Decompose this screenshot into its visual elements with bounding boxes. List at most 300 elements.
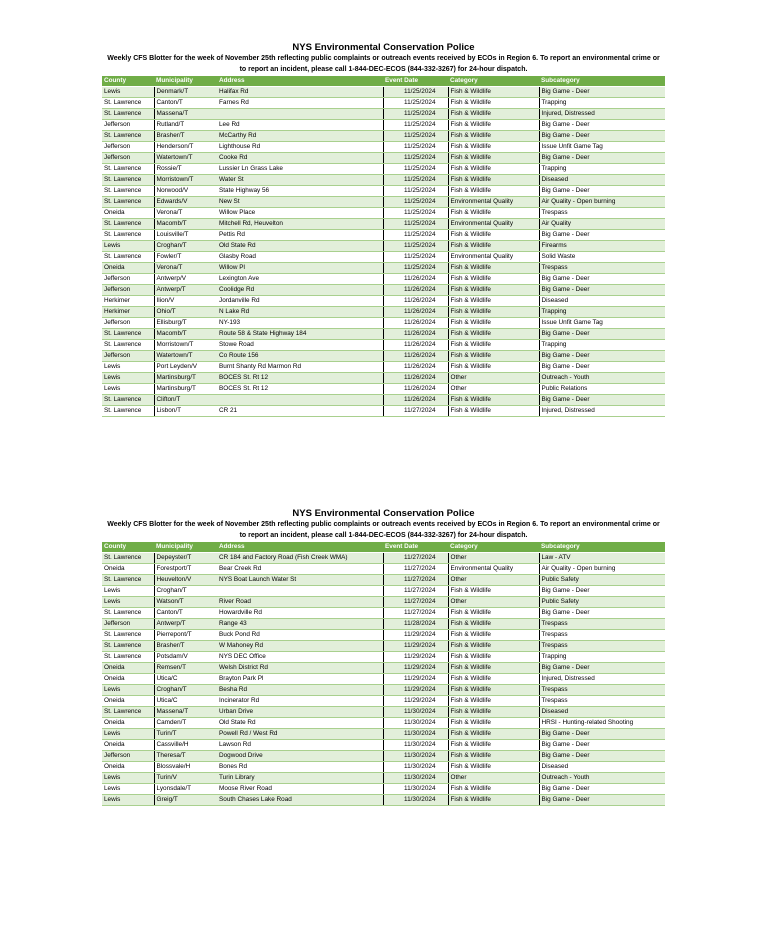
category-cell: Fish & Wildlife bbox=[448, 685, 539, 696]
municipality-cell: Morristown/T bbox=[154, 340, 217, 351]
address-cell: CR 21 bbox=[217, 406, 383, 417]
county-cell: St. Lawrence bbox=[102, 707, 154, 718]
column-header-county: County bbox=[102, 542, 154, 553]
table-row bbox=[102, 219, 665, 230]
address-cell: Moose River Road bbox=[217, 784, 383, 795]
table-row bbox=[102, 696, 665, 707]
table-row bbox=[102, 274, 665, 285]
county-cell: St. Lawrence bbox=[102, 219, 154, 230]
subcategory-cell: Big Game - Deer bbox=[539, 784, 665, 795]
municipality-cell: Croghan/T bbox=[154, 241, 217, 252]
municipality-cell: Denmark/T bbox=[154, 87, 217, 98]
municipality-cell: Ellisburg/T bbox=[154, 318, 217, 329]
table-row bbox=[102, 373, 665, 384]
county-cell: Oneida bbox=[102, 564, 154, 575]
column-header-municipality: Municipality bbox=[154, 542, 217, 553]
address-cell: BOCES St. Rt 12 bbox=[217, 384, 383, 395]
county-cell: Oneida bbox=[102, 263, 154, 274]
event-date-cell: 11/26/2024 bbox=[383, 285, 448, 296]
address-cell: Willow Pl bbox=[217, 263, 383, 274]
category-cell: Environmental Quality bbox=[448, 564, 539, 575]
category-cell: Fish & Wildlife bbox=[448, 663, 539, 674]
table-row bbox=[102, 230, 665, 241]
address-cell: N Lake Rd bbox=[217, 307, 383, 318]
table-row bbox=[102, 597, 665, 608]
category-cell: Fish & Wildlife bbox=[448, 241, 539, 252]
category-cell: Fish & Wildlife bbox=[448, 795, 539, 806]
event-date-cell: 11/25/2024 bbox=[383, 252, 448, 263]
event-date-cell: 11/26/2024 bbox=[383, 318, 448, 329]
subcategory-cell: Big Game - Deer bbox=[539, 274, 665, 285]
table-row bbox=[102, 109, 665, 120]
category-cell: Fish & Wildlife bbox=[448, 696, 539, 707]
subcategory-cell: Trespass bbox=[539, 685, 665, 696]
county-cell: Jefferson bbox=[102, 153, 154, 164]
subcategory-cell: Big Game - Deer bbox=[539, 729, 665, 740]
subcategory-cell: Big Game - Deer bbox=[539, 131, 665, 142]
municipality-cell: Cassville/H bbox=[154, 740, 217, 751]
event-date-cell: 11/25/2024 bbox=[383, 164, 448, 175]
table-row bbox=[102, 208, 665, 219]
page-subtitle: Weekly CFS Blotter for the week of November 25th reflecting public complaints or outreach events received by ECOs in Region 6. To report an environmental crime or to report an incident, please call 1-844-DEC-ECOS (844-332-3267) for 24-hour dispatch. bbox=[107, 55, 660, 73]
table-row bbox=[102, 340, 665, 351]
category-cell: Fish & Wildlife bbox=[448, 87, 539, 98]
table-row bbox=[102, 630, 665, 641]
county-cell: St. Lawrence bbox=[102, 197, 154, 208]
category-cell: Fish & Wildlife bbox=[448, 153, 539, 164]
table-row bbox=[102, 707, 665, 718]
municipality-cell: Greig/T bbox=[154, 795, 217, 806]
address-cell: Turin Library bbox=[217, 773, 383, 784]
category-cell: Fish & Wildlife bbox=[448, 263, 539, 274]
event-date-cell: 11/26/2024 bbox=[383, 307, 448, 318]
event-date-cell: 11/29/2024 bbox=[383, 685, 448, 696]
address-cell: W Mahoney Rd bbox=[217, 641, 383, 652]
subcategory-cell: Big Game - Deer bbox=[539, 751, 665, 762]
municipality-cell: Remsen/T bbox=[154, 663, 217, 674]
subcategory-cell: Trapping bbox=[539, 340, 665, 351]
category-cell: Fish & Wildlife bbox=[448, 619, 539, 630]
municipality-cell: Massena/T bbox=[154, 707, 217, 718]
subcategory-cell: Injured, Distressed bbox=[539, 406, 665, 417]
event-date-cell: 11/29/2024 bbox=[383, 696, 448, 707]
table-header-row bbox=[102, 542, 665, 553]
blotter-section-2 bbox=[102, 508, 665, 806]
event-date-cell: 11/30/2024 bbox=[383, 707, 448, 718]
municipality-cell: Watson/T bbox=[154, 597, 217, 608]
category-cell: Environmental Quality bbox=[448, 219, 539, 230]
event-date-cell: 11/27/2024 bbox=[383, 553, 448, 564]
event-date-cell: 11/30/2024 bbox=[383, 784, 448, 795]
subcategory-cell: Air Quality bbox=[539, 219, 665, 230]
subcategory-cell: Big Game - Deer bbox=[539, 230, 665, 241]
subcategory-cell: Big Game - Deer bbox=[539, 362, 665, 373]
table-row bbox=[102, 351, 665, 362]
county-cell: St. Lawrence bbox=[102, 641, 154, 652]
address-cell: McCarthy Rd bbox=[217, 131, 383, 142]
address-cell: Incinerator Rd bbox=[217, 696, 383, 707]
subcategory-cell: Firearms bbox=[539, 241, 665, 252]
page-title: NYS Environmental Conservation Police bbox=[292, 508, 475, 519]
subcategory-cell: Trespass bbox=[539, 208, 665, 219]
address-cell: Jordanville Rd bbox=[217, 296, 383, 307]
event-date-cell: 11/29/2024 bbox=[383, 663, 448, 674]
table-row bbox=[102, 740, 665, 751]
category-cell: Fish & Wildlife bbox=[448, 296, 539, 307]
municipality-cell: Verona/T bbox=[154, 208, 217, 219]
county-cell: Oneida bbox=[102, 718, 154, 729]
address-cell: Buck Pond Rd bbox=[217, 630, 383, 641]
county-cell: Herkimer bbox=[102, 296, 154, 307]
county-cell: Oneida bbox=[102, 208, 154, 219]
address-cell: NYS Boat Launch Water St bbox=[217, 575, 383, 586]
event-date-cell: 11/25/2024 bbox=[383, 109, 448, 120]
subcategory-cell: Big Game - Deer bbox=[539, 87, 665, 98]
address-cell: Old State Rd bbox=[217, 241, 383, 252]
address-cell: Farnes Rd bbox=[217, 98, 383, 109]
table-row bbox=[102, 318, 665, 329]
blotter-table-1 bbox=[102, 76, 665, 417]
category-cell: Fish & Wildlife bbox=[448, 630, 539, 641]
county-cell: St. Lawrence bbox=[102, 652, 154, 663]
table-row bbox=[102, 252, 665, 263]
county-cell: St. Lawrence bbox=[102, 164, 154, 175]
subcategory-cell: Injured, Distressed bbox=[539, 674, 665, 685]
event-date-cell: 11/25/2024 bbox=[383, 153, 448, 164]
table-row bbox=[102, 564, 665, 575]
table-row bbox=[102, 384, 665, 395]
municipality-cell: Verona/T bbox=[154, 263, 217, 274]
category-cell: Fish & Wildlife bbox=[448, 362, 539, 373]
county-cell: Jefferson bbox=[102, 142, 154, 153]
county-cell: Oneida bbox=[102, 740, 154, 751]
category-cell: Fish & Wildlife bbox=[448, 641, 539, 652]
event-date-cell: 11/30/2024 bbox=[383, 773, 448, 784]
event-date-cell: 11/27/2024 bbox=[383, 597, 448, 608]
address-cell: Lexington Ave bbox=[217, 274, 383, 285]
county-cell: St. Lawrence bbox=[102, 575, 154, 586]
table-row bbox=[102, 553, 665, 564]
subcategory-cell: Big Game - Deer bbox=[539, 153, 665, 164]
category-cell: Fish & Wildlife bbox=[448, 230, 539, 241]
municipality-cell: Pierrepont/T bbox=[154, 630, 217, 641]
event-date-cell: 11/29/2024 bbox=[383, 674, 448, 685]
county-cell: Oneida bbox=[102, 762, 154, 773]
subcategory-cell: Outreach - Youth bbox=[539, 773, 665, 784]
address-cell: Stowe Road bbox=[217, 340, 383, 351]
event-date-cell: 11/28/2024 bbox=[383, 619, 448, 630]
event-date-cell: 11/25/2024 bbox=[383, 120, 448, 131]
subcategory-cell: Public Relations bbox=[539, 384, 665, 395]
municipality-cell: Blossvale/H bbox=[154, 762, 217, 773]
category-cell: Fish & Wildlife bbox=[448, 406, 539, 417]
address-cell: Glasby Road bbox=[217, 252, 383, 263]
address-cell: Lussier Ln Grass Lake bbox=[217, 164, 383, 175]
table-row bbox=[102, 329, 665, 340]
address-cell: Besha Rd bbox=[217, 685, 383, 696]
category-cell: Fish & Wildlife bbox=[448, 329, 539, 340]
table-row bbox=[102, 685, 665, 696]
municipality-cell: Norwood/V bbox=[154, 186, 217, 197]
county-cell: St. Lawrence bbox=[102, 608, 154, 619]
event-date-cell: 11/27/2024 bbox=[383, 586, 448, 597]
event-date-cell: 11/26/2024 bbox=[383, 296, 448, 307]
county-cell: Lewis bbox=[102, 773, 154, 784]
event-date-cell: 11/25/2024 bbox=[383, 219, 448, 230]
blotter-table-2 bbox=[102, 542, 665, 806]
subcategory-cell: Diseased bbox=[539, 707, 665, 718]
event-date-cell: 11/30/2024 bbox=[383, 762, 448, 773]
table-row bbox=[102, 608, 665, 619]
address-cell: Old State Rd bbox=[217, 718, 383, 729]
table-row bbox=[102, 575, 665, 586]
table-row bbox=[102, 762, 665, 773]
event-date-cell: 11/26/2024 bbox=[383, 340, 448, 351]
subcategory-cell: Trapping bbox=[539, 164, 665, 175]
column-header-county: County bbox=[102, 76, 154, 87]
county-cell: Jefferson bbox=[102, 351, 154, 362]
municipality-cell: Martinsburg/T bbox=[154, 384, 217, 395]
municipality-cell: Henderson/T bbox=[154, 142, 217, 153]
county-cell: St. Lawrence bbox=[102, 340, 154, 351]
municipality-cell: Fowler/T bbox=[154, 252, 217, 263]
municipality-cell: Utica/C bbox=[154, 696, 217, 707]
table-row bbox=[102, 395, 665, 406]
subcategory-cell: Trapping bbox=[539, 98, 665, 109]
address-cell: Lee Rd bbox=[217, 120, 383, 131]
municipality-cell: Martinsburg/T bbox=[154, 373, 217, 384]
table-row bbox=[102, 98, 665, 109]
table-row bbox=[102, 362, 665, 373]
category-cell: Fish & Wildlife bbox=[448, 729, 539, 740]
event-date-cell: 11/26/2024 bbox=[383, 384, 448, 395]
county-cell: Herkimer bbox=[102, 307, 154, 318]
category-cell: Fish & Wildlife bbox=[448, 586, 539, 597]
county-cell: St. Lawrence bbox=[102, 186, 154, 197]
page-subtitle: Weekly CFS Blotter for the week of November 25th reflecting public complaints or outreach events received by ECOs in Region 6. To report an environmental crime or to report an incident, please call 1-844-DEC-ECOS (844-332-3267) for 24-hour dispatch. bbox=[107, 521, 660, 539]
county-cell: Jefferson bbox=[102, 751, 154, 762]
table-row bbox=[102, 285, 665, 296]
address-cell: Bones Rd bbox=[217, 762, 383, 773]
county-cell: St. Lawrence bbox=[102, 252, 154, 263]
event-date-cell: 11/25/2024 bbox=[383, 241, 448, 252]
table-row bbox=[102, 751, 665, 762]
address-cell: Urban Drive bbox=[217, 707, 383, 718]
table-row bbox=[102, 153, 665, 164]
event-date-cell: 11/30/2024 bbox=[383, 740, 448, 751]
county-cell: Lewis bbox=[102, 784, 154, 795]
column-header-subcategory: Subcategory bbox=[539, 542, 665, 553]
subcategory-cell: Trespass bbox=[539, 641, 665, 652]
event-date-cell: 11/26/2024 bbox=[383, 373, 448, 384]
table-row bbox=[102, 795, 665, 806]
table-row bbox=[102, 175, 665, 186]
address-cell: Willow Place bbox=[217, 208, 383, 219]
municipality-cell: Antwerp/V bbox=[154, 274, 217, 285]
address-cell: Pettis Rd bbox=[217, 230, 383, 241]
event-date-cell: 11/25/2024 bbox=[383, 208, 448, 219]
subcategory-cell: Trespass bbox=[539, 263, 665, 274]
municipality-cell: Morristown/T bbox=[154, 175, 217, 186]
category-cell: Other bbox=[448, 773, 539, 784]
address-cell: State Highway 56 bbox=[217, 186, 383, 197]
county-cell: St. Lawrence bbox=[102, 109, 154, 120]
county-cell: Oneida bbox=[102, 663, 154, 674]
county-cell: Lewis bbox=[102, 362, 154, 373]
county-cell: Lewis bbox=[102, 384, 154, 395]
category-cell: Fish & Wildlife bbox=[448, 109, 539, 120]
subcategory-cell: Big Game - Deer bbox=[539, 586, 665, 597]
event-date-cell: 11/25/2024 bbox=[383, 131, 448, 142]
subcategory-cell: Big Game - Deer bbox=[539, 395, 665, 406]
county-cell: St. Lawrence bbox=[102, 553, 154, 564]
municipality-cell: Port Leyden/V bbox=[154, 362, 217, 373]
subcategory-cell: Diseased bbox=[539, 762, 665, 773]
event-date-cell: 11/27/2024 bbox=[383, 575, 448, 586]
category-cell: Fish & Wildlife bbox=[448, 142, 539, 153]
event-date-cell: 11/27/2024 bbox=[383, 564, 448, 575]
address-cell: Water St bbox=[217, 175, 383, 186]
category-cell: Other bbox=[448, 597, 539, 608]
county-cell: Oneida bbox=[102, 696, 154, 707]
subcategory-cell: Big Game - Deer bbox=[539, 795, 665, 806]
subcategory-cell: Public Safety bbox=[539, 575, 665, 586]
column-header-event-date: Event Date bbox=[383, 76, 448, 87]
address-cell: Lawson Rd bbox=[217, 740, 383, 751]
address-cell: NY-193 bbox=[217, 318, 383, 329]
event-date-cell: 11/30/2024 bbox=[383, 751, 448, 762]
subcategory-cell: Diseased bbox=[539, 296, 665, 307]
subcategory-cell: Big Game - Deer bbox=[539, 329, 665, 340]
table-body-2 bbox=[102, 553, 665, 806]
subcategory-cell: Trapping bbox=[539, 652, 665, 663]
address-cell: Welsh District Rd bbox=[217, 663, 383, 674]
event-date-cell: 11/29/2024 bbox=[383, 630, 448, 641]
county-cell: Lewis bbox=[102, 586, 154, 597]
county-cell: St. Lawrence bbox=[102, 630, 154, 641]
table-row bbox=[102, 406, 665, 417]
address-cell: Halifax Rd bbox=[217, 87, 383, 98]
county-cell: Jefferson bbox=[102, 285, 154, 296]
municipality-cell: Macomb/T bbox=[154, 329, 217, 340]
county-cell: Jefferson bbox=[102, 274, 154, 285]
county-cell: St. Lawrence bbox=[102, 329, 154, 340]
subcategory-cell: Issue Unfit Game Tag bbox=[539, 142, 665, 153]
municipality-cell: Antwerp/T bbox=[154, 619, 217, 630]
page-title: NYS Environmental Conservation Police bbox=[292, 42, 475, 53]
address-cell bbox=[217, 109, 383, 120]
category-cell: Other bbox=[448, 553, 539, 564]
category-cell: Fish & Wildlife bbox=[448, 707, 539, 718]
category-cell: Other bbox=[448, 384, 539, 395]
category-cell: Fish & Wildlife bbox=[448, 120, 539, 131]
category-cell: Fish & Wildlife bbox=[448, 186, 539, 197]
event-date-cell: 11/26/2024 bbox=[383, 395, 448, 406]
municipality-cell: Brasher/T bbox=[154, 131, 217, 142]
category-cell: Other bbox=[448, 575, 539, 586]
event-date-cell: 11/26/2024 bbox=[383, 274, 448, 285]
table-row bbox=[102, 87, 665, 98]
address-cell: Powell Rd / West Rd bbox=[217, 729, 383, 740]
address-cell: River Road bbox=[217, 597, 383, 608]
category-cell: Fish & Wildlife bbox=[448, 131, 539, 142]
category-cell: Fish & Wildlife bbox=[448, 274, 539, 285]
category-cell: Fish & Wildlife bbox=[448, 784, 539, 795]
category-cell: Fish & Wildlife bbox=[448, 208, 539, 219]
county-cell: Jefferson bbox=[102, 619, 154, 630]
event-date-cell: 11/29/2024 bbox=[383, 652, 448, 663]
table-row bbox=[102, 586, 665, 597]
address-cell: Route 58 & State Highway 184 bbox=[217, 329, 383, 340]
table-row bbox=[102, 307, 665, 318]
table-row bbox=[102, 296, 665, 307]
municipality-cell: Louisville/T bbox=[154, 230, 217, 241]
address-cell: Coolidge Rd bbox=[217, 285, 383, 296]
county-cell: St. Lawrence bbox=[102, 406, 154, 417]
address-cell: Lighthouse Rd bbox=[217, 142, 383, 153]
event-date-cell: 11/25/2024 bbox=[383, 197, 448, 208]
county-cell: St. Lawrence bbox=[102, 131, 154, 142]
event-date-cell: 11/25/2024 bbox=[383, 87, 448, 98]
county-cell: St. Lawrence bbox=[102, 230, 154, 241]
column-header-subcategory: Subcategory bbox=[539, 76, 665, 87]
county-cell: Oneida bbox=[102, 674, 154, 685]
municipality-cell: Edwards/V bbox=[154, 197, 217, 208]
subcategory-cell: Outreach - Youth bbox=[539, 373, 665, 384]
subcategory-cell: Big Game - Deer bbox=[539, 740, 665, 751]
address-cell bbox=[217, 395, 383, 406]
address-cell: New St bbox=[217, 197, 383, 208]
address-cell: Howardville Rd bbox=[217, 608, 383, 619]
municipality-cell: Lisbon/T bbox=[154, 406, 217, 417]
table-row bbox=[102, 773, 665, 784]
municipality-cell: Macomb/T bbox=[154, 219, 217, 230]
column-header-category: Category bbox=[448, 542, 539, 553]
municipality-cell: Canton/T bbox=[154, 608, 217, 619]
address-cell: BOCES St. Rt 12 bbox=[217, 373, 383, 384]
table-row bbox=[102, 619, 665, 630]
address-cell: Dogwood Drive bbox=[217, 751, 383, 762]
event-date-cell: 11/30/2024 bbox=[383, 718, 448, 729]
subcategory-cell: HRSI - Hunting-related Shooting bbox=[539, 718, 665, 729]
address-cell: NYS DEC Office bbox=[217, 652, 383, 663]
event-date-cell: 11/30/2024 bbox=[383, 729, 448, 740]
county-cell: Jefferson bbox=[102, 120, 154, 131]
address-cell: CR 184 and Factory Road (Fish Creek WMA) bbox=[217, 553, 383, 564]
category-cell: Fish & Wildlife bbox=[448, 751, 539, 762]
event-date-cell: 11/27/2024 bbox=[383, 406, 448, 417]
address-cell: Brayton Park Pl bbox=[217, 674, 383, 685]
county-cell: Jefferson bbox=[102, 318, 154, 329]
subcategory-cell: Big Game - Deer bbox=[539, 608, 665, 619]
event-date-cell: 11/26/2024 bbox=[383, 329, 448, 340]
subcategory-cell: Big Game - Deer bbox=[539, 120, 665, 131]
subcategory-cell: Big Game - Deer bbox=[539, 663, 665, 674]
municipality-cell: Watertown/T bbox=[154, 153, 217, 164]
subcategory-cell: Trapping bbox=[539, 307, 665, 318]
table-row bbox=[102, 718, 665, 729]
table-row bbox=[102, 263, 665, 274]
category-cell: Fish & Wildlife bbox=[448, 164, 539, 175]
category-cell: Fish & Wildlife bbox=[448, 318, 539, 329]
municipality-cell: Turin/T bbox=[154, 729, 217, 740]
event-date-cell: 11/25/2024 bbox=[383, 175, 448, 186]
category-cell: Fish & Wildlife bbox=[448, 98, 539, 109]
category-cell: Fish & Wildlife bbox=[448, 285, 539, 296]
subcategory-cell: Law - ATV bbox=[539, 553, 665, 564]
municipality-cell: Utica/C bbox=[154, 674, 217, 685]
event-date-cell: 11/25/2024 bbox=[383, 142, 448, 153]
